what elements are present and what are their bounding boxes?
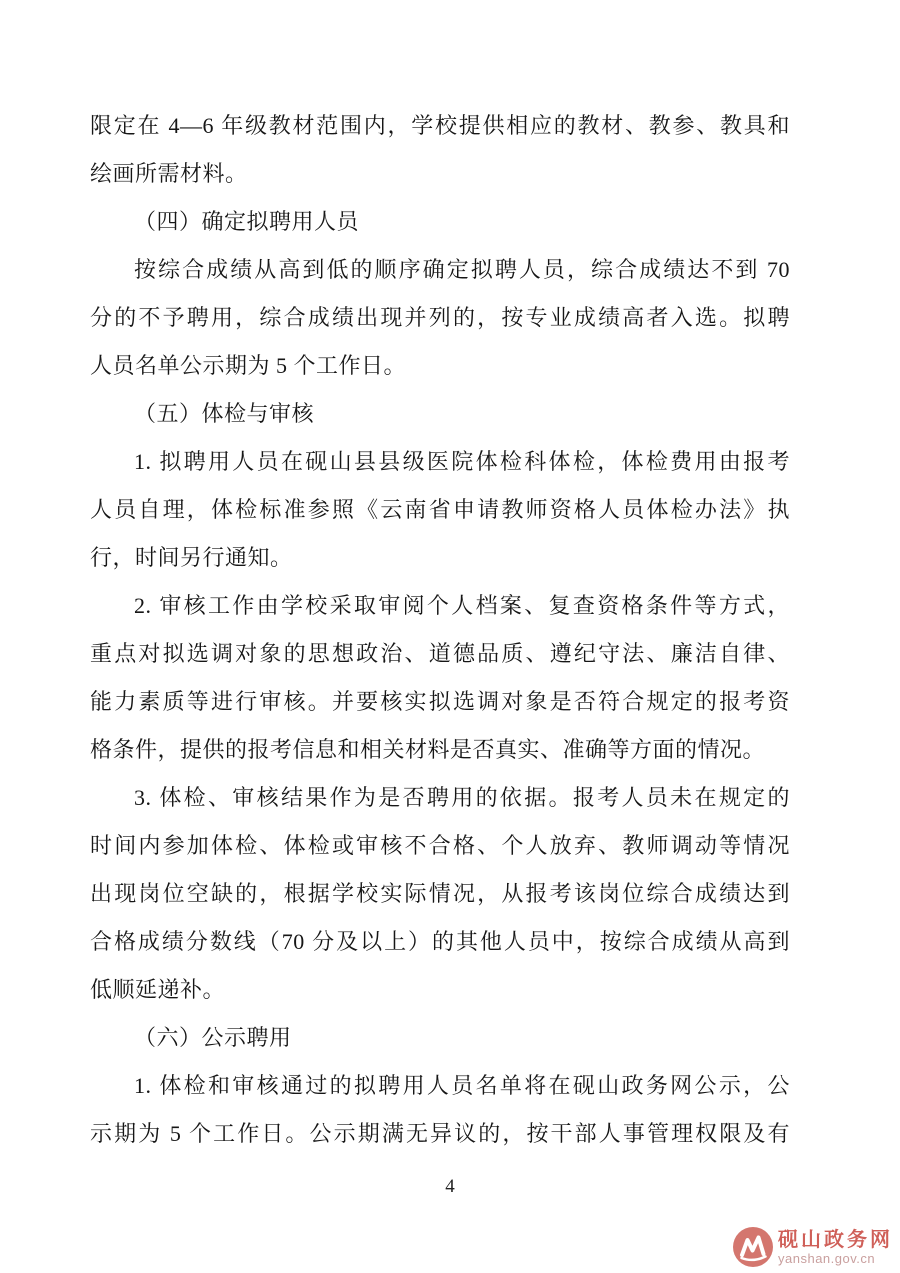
document-line: 出现岗位空缺的，根据学校实际情况，从报考该岗位综合成绩达到 xyxy=(90,881,790,906)
document-line: 1. 拟聘用人员在砚山县县级医院体检科体检，体检费用由报考 xyxy=(134,449,790,474)
logo-site-name: 砚山政务网 xyxy=(778,1228,893,1251)
document-line: 2. 审核工作由学校采取审阅个人档案、复查资格条件等方式， xyxy=(134,593,790,618)
document-line: 低顺延递补。 xyxy=(90,977,226,1002)
mountain-m-icon xyxy=(733,1227,773,1267)
document-line: 人员自理，体检标准参照《云南省申请教师资格人员体检办法》执 xyxy=(90,497,790,522)
document-line: 能力素质等进行审核。并要核实拟选调对象是否符合规定的报考资 xyxy=(90,689,790,714)
document-body xyxy=(90,102,790,1158)
document-line: 行，时间另行通知。 xyxy=(90,545,293,570)
document-line: 限定在 4—6 年级教材范围内，学校提供相应的教材、教参、教具和 xyxy=(90,113,790,138)
document-line: 格条件，提供的报考信息和相关材料是否真实、准确等方面的情况。 xyxy=(90,737,766,762)
document-line: （四）确定拟聘用人员 xyxy=(134,209,360,234)
document-line: 时间内参加体检、体检或审核不合格、个人放弃、教师调动等情况 xyxy=(90,833,790,858)
page-number: 4 xyxy=(445,1176,455,1197)
document-line: 人员名单公示期为 5 个工作日。 xyxy=(90,353,407,378)
document-line: 绘画所需材料。 xyxy=(90,161,248,186)
document-line: 示期为 5 个工作日。公示期满无异议的，按干部人事管理权限及有 xyxy=(90,1121,790,1146)
document-line: 分的不予聘用，综合成绩出现并列的，按专业成绩高者入选。拟聘 xyxy=(90,305,790,330)
document-line: 合格成绩分数线（70 分及以上）的其他人员中，按综合成绩从高到 xyxy=(90,929,790,954)
document-line: 1. 体检和审核通过的拟聘用人员名单将在砚山政务网公示，公 xyxy=(134,1073,790,1098)
document-line: （六）公示聘用 xyxy=(134,1025,292,1050)
logo-site-url: yanshan.gov.cn xyxy=(778,1250,876,1266)
document-line: 按综合成绩从高到低的顺序确定拟聘人员，综合成绩达不到 70 xyxy=(134,257,790,282)
document-line: 3. 体检、审核结果作为是否聘用的依据。报考人员未在规定的 xyxy=(134,785,790,810)
document-line: （五）体检与审核 xyxy=(134,401,315,426)
logo-text-block xyxy=(778,1230,893,1265)
document-line: 重点对拟选调对象的思想政治、道德品质、遵纪守法、廉洁自律、 xyxy=(90,641,790,666)
yanshan-logo[interactable] xyxy=(733,1227,893,1267)
